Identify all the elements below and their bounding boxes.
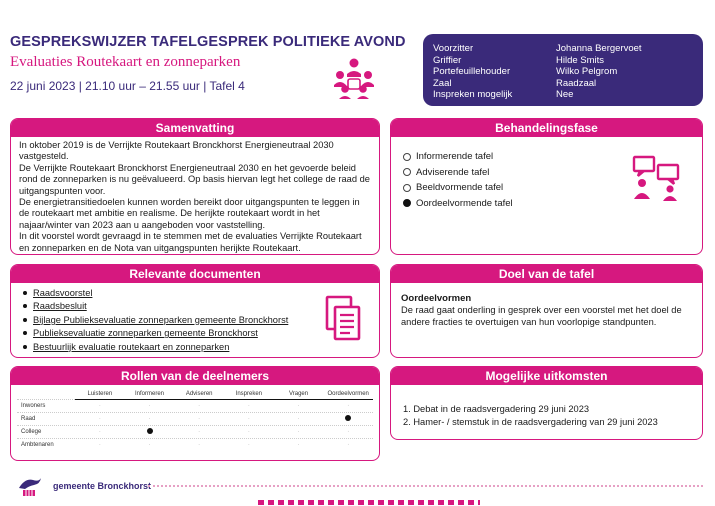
phase-option-label: Oordeelvormende tafel	[416, 197, 513, 209]
role-cell	[75, 400, 125, 412]
radio-unchecked-icon	[403, 168, 411, 176]
phase-option-label: Beeldvormende tafel	[416, 182, 504, 194]
table-rule	[75, 399, 373, 400]
info-row-speaking	[433, 89, 693, 101]
table-row	[17, 438, 373, 451]
document-link[interactable]: Bijlage Publieksevaluatie zonneparken gemeente Bronckhorst	[33, 314, 289, 325]
role-cell	[174, 439, 224, 451]
bullet-icon	[23, 331, 27, 335]
role-label: Raad	[21, 416, 36, 422]
role-cell	[224, 413, 274, 425]
role-empty-mark: ·	[98, 403, 101, 409]
roles-column-header: Oordeelvormen	[327, 391, 369, 397]
table-row	[17, 399, 373, 412]
role-empty-mark: ·	[98, 429, 101, 435]
footer-org-name: gemeente Bronckhorst	[53, 481, 152, 491]
info-value: Hilde Smits	[556, 54, 605, 66]
bullet-icon	[23, 345, 27, 349]
info-key: Portefeuillehouder	[433, 66, 511, 78]
list-item: 2. Hamer- / stemstuk in de raadsvergadering van 29 juni 2023	[403, 417, 658, 427]
role-cell	[274, 413, 324, 425]
role-cell	[274, 426, 324, 438]
goal-heading: Doel van de tafel	[391, 265, 702, 283]
list-item: 1. Debat in de raadsvergadering 29 juni 2023	[403, 404, 590, 414]
role-empty-mark: ·	[148, 403, 151, 409]
discussion-icon	[632, 155, 680, 201]
roles-heading: Rollen van de deelnemers	[11, 367, 379, 385]
goal-title: Oordeelvormen	[401, 293, 472, 304]
role-cell	[323, 439, 373, 451]
role-empty-mark: ·	[297, 442, 300, 448]
outcomes-list	[391, 385, 702, 429]
info-row-clerk	[433, 55, 693, 67]
role-empty-mark: ·	[198, 442, 201, 448]
documents-icon	[325, 295, 363, 343]
role-cell	[125, 413, 175, 425]
role-cell	[75, 413, 125, 425]
info-value: Wilko Pelgrom	[556, 66, 618, 78]
roles-column-header: Luisteren	[87, 391, 113, 397]
info-value: Johanna Bergervoet	[556, 43, 642, 54]
role-empty-mark: ·	[247, 416, 250, 422]
footer-divider	[148, 485, 703, 487]
footer-accent-bar	[258, 500, 480, 505]
role-empty-mark: ·	[98, 442, 101, 448]
summary-paragraph: De Verrijkte Routekaart Bronckhorst Energieneutraal 2030 en het gevoerde beleid rond de zonneparken is nu geëvalueerd. Op basis hiervan legt het college de raad de uitgangspunten voor.	[19, 162, 370, 196]
role-empty-mark: ·	[198, 429, 201, 435]
phase-option-label: Informerende tafel	[416, 151, 494, 163]
bullet-icon	[23, 291, 27, 295]
summary-paragraph: De energietransitiedoelen kunnen worden bereikt door uitgangspunten te leggen in de routekaart met ambitie en realisme. De herijkte routekaart wordt in het najaar/winter van 2023 aan u aangeboden voor vaststelling.	[19, 197, 360, 230]
bronckhorst-logo-icon	[17, 476, 43, 498]
phase-option-label: Adviserende tafel	[416, 166, 490, 178]
role-cell	[224, 439, 274, 451]
role-empty-mark: ·	[198, 416, 201, 422]
role-cell	[274, 439, 324, 451]
role-cell	[174, 400, 224, 412]
summary-paragraph: In oktober 2019 is de Verrijkte Routekaart Bronckhorst Energieneutraal 2030 vastgesteld.	[19, 140, 334, 162]
document-link[interactable]: Raadsvoorstel	[33, 287, 93, 298]
roles-column-header: Inspreken	[235, 391, 263, 397]
role-cell	[174, 413, 224, 425]
info-key: Inspreken mogelijk	[433, 89, 513, 101]
radio-checked-icon	[403, 199, 411, 207]
summary-paragraph: In dit voorstel wordt gevraagd in te stemmen met de evaluaties Verrijkte Routekaart en zonneparken en de Nota van uitgangspunten herijkte Routekaart.	[19, 231, 362, 253]
role-mark-icon	[345, 415, 351, 421]
summary-heading: Samenvatting	[11, 119, 379, 137]
role-empty-mark: ·	[198, 403, 201, 409]
document-link[interactable]: Raadsbesluit	[33, 301, 87, 312]
roles-card	[10, 366, 380, 461]
document-link[interactable]: Publieksevaluatie zonneparken gemeente Bronckhorst	[33, 328, 258, 339]
document-link[interactable]: Bestuurlijk evaluatie routekaart en zonneparken	[33, 341, 230, 352]
people-meeting-icon	[332, 57, 376, 101]
role-empty-mark: ·	[347, 442, 350, 448]
meeting-info-panel	[423, 34, 703, 106]
summary-body	[11, 137, 379, 254]
role-cell	[125, 426, 175, 438]
role-label: Ambtenaren	[21, 442, 54, 448]
role-cell	[323, 426, 373, 438]
documents-list	[11, 283, 379, 354]
info-key: Griffier	[433, 54, 462, 66]
bullet-icon	[23, 318, 27, 322]
phase-heading: Behandelingsfase	[391, 119, 702, 137]
info-value: Nee	[556, 89, 574, 101]
roles-column-header: Adviseren	[185, 391, 213, 397]
role-empty-mark: ·	[148, 416, 151, 422]
date-time-line: 22 juni 2023 | 21.10 uur – 21.55 uur | Tafel 4	[10, 79, 245, 93]
role-cell	[224, 400, 274, 412]
role-empty-mark: ·	[247, 429, 250, 435]
outcomes-card	[390, 366, 703, 440]
roles-column-header: Informeren	[135, 391, 165, 397]
info-key: Zaal	[433, 77, 452, 89]
role-cell	[323, 400, 373, 412]
role-cell	[224, 426, 274, 438]
roles-table	[17, 389, 373, 451]
radio-unchecked-icon	[403, 153, 411, 161]
role-empty-mark: ·	[347, 429, 350, 435]
outcomes-heading: Mogelijke uitkomsten	[391, 367, 702, 385]
role-cell	[274, 400, 324, 412]
role-empty-mark: ·	[98, 416, 101, 422]
roles-column-header: Vragen	[288, 391, 309, 397]
info-row-portfolio	[433, 66, 693, 78]
role-empty-mark: ·	[347, 403, 350, 409]
role-cell	[174, 426, 224, 438]
goal-text: De raad gaat onderling in gesprek over een voorstel met het doel de andere fracties te overtuigen van hun voorlopige standpunten.	[401, 305, 682, 327]
role-empty-mark: ·	[247, 403, 250, 409]
documents-heading: Relevante documenten	[11, 265, 379, 283]
page-subtitle: Evaluaties Routekaart en zonneparken	[10, 54, 241, 70]
roles-header-row	[17, 389, 373, 399]
info-row-room	[433, 78, 693, 90]
bullet-icon	[23, 304, 27, 308]
documents-card	[10, 264, 380, 358]
radio-unchecked-icon	[403, 184, 411, 192]
info-row-chair	[433, 43, 693, 55]
goal-card	[390, 264, 703, 358]
phase-card	[390, 118, 703, 255]
page-title: GESPREKSWIJZER TAFELGESPREK POLITIEKE AVOND	[10, 34, 406, 50]
role-cell	[75, 439, 125, 451]
role-empty-mark: ·	[148, 442, 151, 448]
role-cell	[323, 413, 373, 425]
role-empty-mark: ·	[297, 429, 300, 435]
table-row	[17, 412, 373, 425]
role-empty-mark: ·	[247, 442, 250, 448]
role-empty-mark: ·	[297, 416, 300, 422]
role-mark-icon	[147, 428, 153, 434]
role-empty-mark: ·	[297, 403, 300, 409]
role-cell	[125, 439, 175, 451]
role-label: Inwoners	[21, 403, 46, 409]
summary-card	[10, 118, 380, 255]
role-cell	[125, 400, 175, 412]
table-row	[17, 425, 373, 438]
info-value: Raadzaal	[556, 77, 597, 89]
role-cell	[75, 426, 125, 438]
info-key: Voorzitter	[433, 43, 474, 54]
role-label: College	[21, 429, 42, 435]
